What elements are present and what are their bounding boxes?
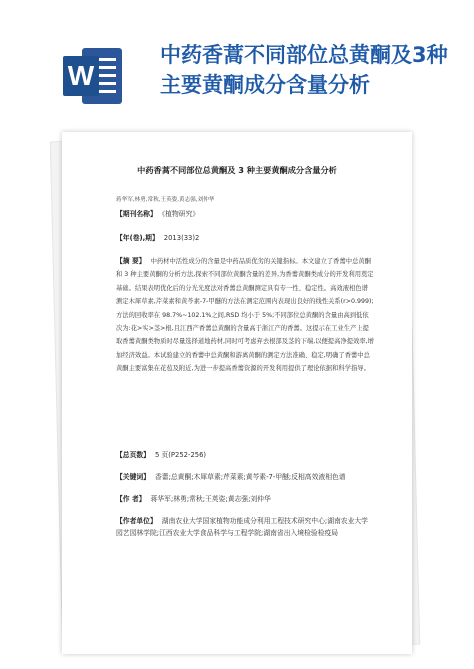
abstract-label: 【摘 要】 — [116, 257, 146, 265]
document-title: 中药香蒿不同部位总黄酮及 3 种主要黄酮成分含量分析 — [137, 165, 337, 175]
pages-label: 【总页数】 — [116, 451, 150, 459]
journal-value: 《植物研究》 — [161, 210, 200, 218]
word-icon-letter: W — [67, 60, 95, 91]
authors-line: 蒋华军,林勇,常秋,王英姿,黄志强,刘仲华 — [116, 197, 215, 203]
abstract-field — [116, 255, 374, 376]
year-field — [116, 232, 374, 244]
year-label: 【年(卷),期】 — [116, 234, 159, 242]
journal-field — [116, 208, 374, 220]
banner-title: 中药香蒿不同部位总黄酮及3种主要黄酮成分含量分析 — [160, 43, 448, 97]
author-value: 蒋华军;林勇;常秋;王英姿;黄志强;刘仲华 — [150, 495, 271, 503]
banner — [0, 0, 474, 140]
keywords-value: 香薷;总黄酮;木犀草素;芹菜素;黄芩素-7-甲醚;反相高效液相色谱 — [154, 473, 346, 481]
keywords-field — [116, 471, 374, 483]
keywords-label: 【关键词】 — [116, 473, 150, 481]
affiliation-label: 【作者单位】 — [116, 517, 157, 525]
author-field — [116, 493, 374, 505]
affiliation-field — [116, 515, 374, 540]
pages-field — [116, 449, 374, 461]
abstract-text: 中药材中活性成分的含量是中药品质优劣的关键指标。本文建立了香薷中总黄酮和 3 种主要黄酮的分析方法,探索不同部位黄酮含量的差异,为香薷黄酮类成分的开发利用奠定基础。结果表明优化后的分光光度法对香薷总黄酮测定具有专一性、稳定性。高效液相色谱测定木犀草素,芹菜素和黄芩素-7-甲醚的方法在测定范围内表现出良好的线性关系(r>0.999);方法的回收率在 98.7%~102.1%之间,RSD 均小于 5%;不同部位总黄酮的含量由高到低依次为:花>实>茎>根,且江西产香薷总黄酮的含量高于浙江产的香薷。这提示在工业生产上提取香薷黄酮类物质时尽量选择道地药材,同时可考虑弃去根部及茎的下端,以便提高净提效率,增加经济效益。本试验建立的香薷中总黄酮和游离黄酮的测定方法准确、稳定,明确了香薷中总黄酮主要富集在花苞及附近,为进一步提高香薷资源的开发利用提供了理论依据和科学指导。 — [116, 258, 374, 373]
journal-label: 【期刊名称】 — [116, 210, 157, 218]
word-document-icon — [62, 45, 124, 107]
affiliation-value: 湖南农业大学国家植物功能成分利用工程技术研究中心;湖南农业大学园艺园林学院;江西农业大学食品科学与工程学院;湖南省出入境检验检疫局 — [116, 517, 368, 538]
pages-value: 5 页(P252-256) — [154, 451, 207, 459]
year-value: 2013(33)2 — [163, 234, 200, 242]
author-label: 【作 者】 — [116, 495, 146, 503]
document-page — [62, 132, 412, 654]
